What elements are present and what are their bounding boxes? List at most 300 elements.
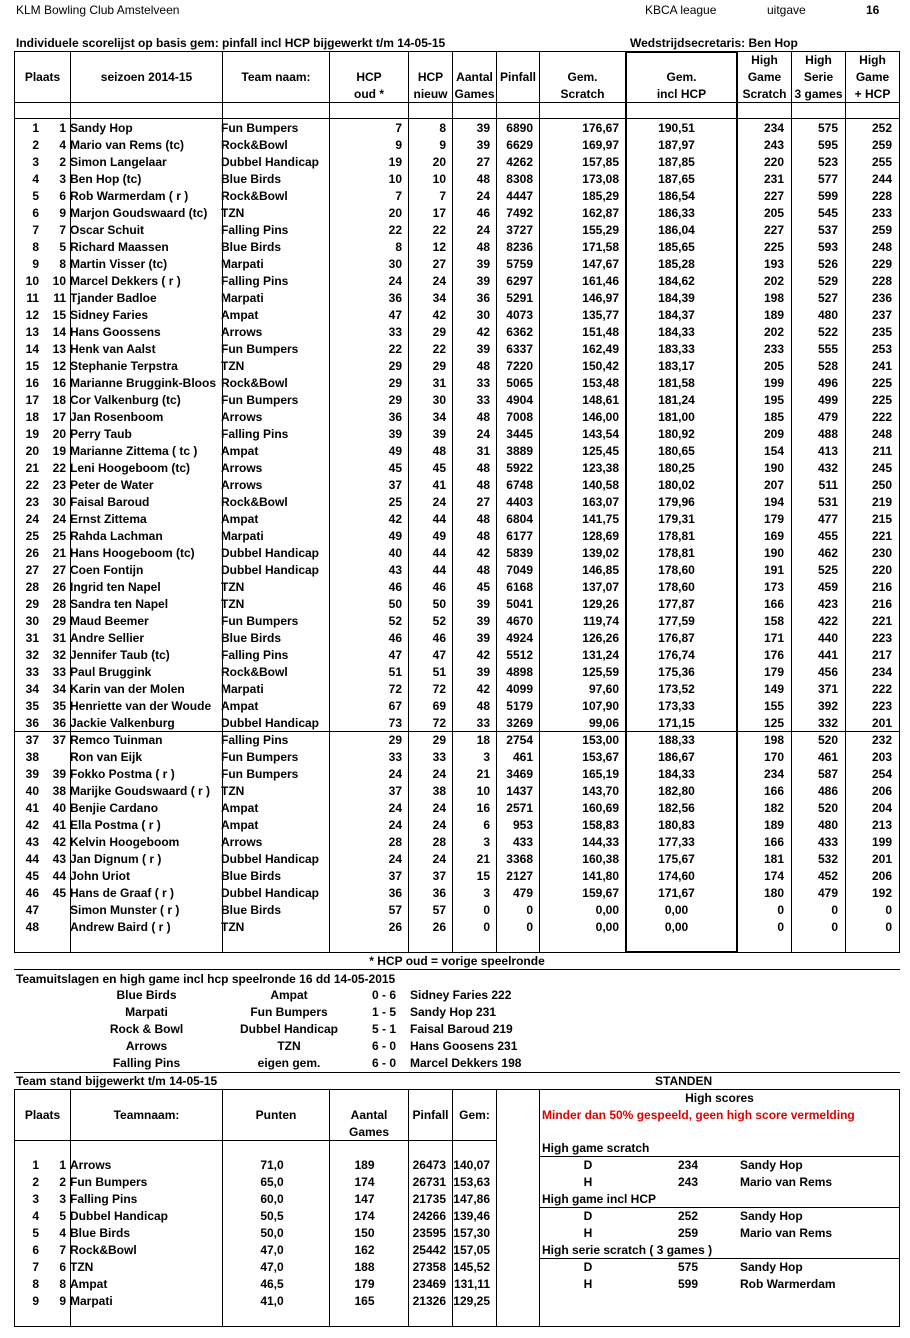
- high-score-code: D: [583, 1209, 593, 1223]
- cell-hcp-oud: 47: [388, 308, 402, 322]
- cell-games: 39: [476, 631, 490, 645]
- standings-cell-plaats: 8: [32, 1277, 39, 1291]
- standings-cell-plaats: 9: [32, 1294, 39, 1308]
- cell-team: TZN: [221, 580, 245, 594]
- standings-cell-pinfall: 26731: [412, 1175, 446, 1189]
- cell-team: Dubbel Handicap: [221, 563, 320, 577]
- high-score-code: H: [583, 1175, 593, 1189]
- cell-speler: Ella Postma ( r ): [70, 818, 161, 832]
- cell-speler: Benjie Cardano: [70, 801, 159, 815]
- cell-gem-hcp: 176,87: [658, 631, 695, 645]
- high-score-code: D: [583, 1158, 593, 1172]
- cell-games: 39: [476, 257, 490, 271]
- cell-gem-hcp: 171,67: [658, 886, 695, 900]
- cell-high-serie: 499: [817, 393, 838, 407]
- cell-pinfall: 5041: [506, 597, 533, 611]
- standings-cell-team: Rock&Bowl: [70, 1243, 137, 1257]
- table-row: [15, 715, 894, 732]
- cell-pinfall: 7049: [506, 563, 533, 577]
- table-row: [15, 817, 894, 834]
- cell-team: Ampat: [221, 308, 259, 322]
- cell-pinfall: 433: [512, 835, 533, 849]
- cell-plaats-vorig: 22: [52, 461, 66, 475]
- cell-team: Rock&Bowl: [221, 138, 288, 152]
- cell-pinfall: 5839: [506, 546, 533, 560]
- cell-speler: Coen Fontijn: [70, 563, 144, 577]
- cell-games: 48: [476, 172, 490, 186]
- cell-high-game-scratch: 207: [763, 478, 784, 492]
- match-score: 1 - 5: [371, 1005, 396, 1019]
- cell-games: 21: [476, 852, 490, 866]
- cell-pinfall: 0: [526, 920, 533, 934]
- cell-team: Rock&Bowl: [221, 189, 288, 203]
- standings-row: [15, 1242, 492, 1259]
- cell-hcp-oud: 29: [388, 376, 402, 390]
- match-away-team: eigen gem.: [257, 1056, 321, 1070]
- cell-high-serie: 332: [817, 716, 838, 730]
- table-row: [15, 171, 894, 188]
- col-hcp-nieuw-2: nieuw: [413, 87, 448, 101]
- cell-plaats-vorig: 33: [52, 665, 66, 679]
- match-score: 0 - 6: [371, 988, 396, 1002]
- cell-speler: Jan Rosenboom: [70, 410, 164, 424]
- cell-gem-hcp: 184,62: [658, 274, 695, 288]
- standings-cell-games: 174: [354, 1209, 375, 1223]
- cell-plaats-vorig: 1: [59, 121, 66, 135]
- cell-team: Falling Pins: [221, 733, 289, 747]
- standings-cell-games: 179: [354, 1277, 375, 1291]
- cell-high-game-scratch: 185: [763, 410, 784, 424]
- table-row: [15, 477, 894, 494]
- cell-games: 21: [476, 767, 490, 781]
- cell-high-game-hcp: 204: [871, 801, 892, 815]
- cell-plaats-vorig: 38: [52, 784, 66, 798]
- cell-gem-scratch: 0,00: [595, 903, 619, 917]
- cell-plaats-vorig: 15: [52, 308, 66, 322]
- cell-gem-scratch: 155,29: [582, 223, 619, 237]
- cell-hcp-oud: 57: [388, 903, 402, 917]
- table-row: [15, 630, 894, 647]
- high-score-code: H: [583, 1277, 593, 1291]
- cell-high-game-scratch: 180: [763, 886, 784, 900]
- match-high-game: Marcel Dekkers 198: [410, 1056, 522, 1070]
- cell-speler: Simon Langelaar: [70, 155, 167, 169]
- cell-high-game-scratch: 166: [763, 597, 784, 611]
- cell-high-serie: 523: [817, 155, 838, 169]
- table-row: [15, 188, 894, 205]
- cell-plaats: 42: [25, 818, 39, 832]
- cell-speler: Cor Valkenburg (tc): [70, 393, 181, 407]
- cell-team: Arrows: [221, 478, 263, 492]
- table-row: [15, 766, 894, 783]
- match-score: 6 - 0: [371, 1056, 396, 1070]
- cell-high-game-hcp: 221: [871, 529, 892, 543]
- table-row: [15, 239, 894, 256]
- col-hgs-1: High: [751, 53, 778, 67]
- cell-plaats-vorig: 29: [52, 614, 66, 628]
- table-row: [15, 120, 894, 137]
- cell-plaats: 22: [25, 478, 39, 492]
- cell-gem-scratch: 123,38: [582, 461, 619, 475]
- cell-team: Arrows: [221, 410, 263, 424]
- cell-plaats-vorig: 40: [52, 801, 66, 815]
- cell-plaats-vorig: 9: [59, 206, 66, 220]
- cell-plaats-vorig: 21: [52, 546, 66, 560]
- col-hs-3: 3 games: [794, 87, 843, 101]
- cell-gem-hcp: 175,67: [658, 852, 695, 866]
- standings-cell-pinfall: 23595: [412, 1226, 446, 1240]
- cell-team: Falling Pins: [221, 427, 289, 441]
- cell-gem-hcp: 182,56: [658, 801, 695, 815]
- cell-plaats-vorig: 17: [52, 410, 66, 424]
- table-row: [15, 545, 894, 562]
- cell-gem-hcp: 173,52: [658, 682, 695, 696]
- cell-plaats-vorig: 14: [52, 325, 66, 339]
- col-hgs-3: Scratch: [742, 87, 787, 101]
- cell-high-game-scratch: 227: [763, 223, 784, 237]
- table-row: [15, 562, 894, 579]
- col-hgh-2: Game: [855, 70, 890, 84]
- cell-games: 33: [476, 376, 490, 390]
- cell-high-serie: 459: [817, 580, 838, 594]
- cell-gem-hcp: 181,58: [658, 376, 695, 390]
- standings-cell-gem: 131,11: [453, 1277, 490, 1291]
- cell-games: 48: [476, 478, 490, 492]
- cell-hcp-oud: 46: [388, 631, 402, 645]
- cell-high-serie: 462: [817, 546, 838, 560]
- cell-games: 10: [476, 784, 490, 798]
- standen-label: STANDEN: [655, 1074, 713, 1088]
- cell-plaats: 14: [25, 342, 39, 356]
- cell-plaats: 7: [32, 223, 39, 237]
- uitgave-label: uitgave: [767, 3, 806, 17]
- cell-games: 31: [476, 444, 490, 458]
- cell-pinfall: 6748: [506, 478, 533, 492]
- cell-hcp-oud: 67: [388, 699, 402, 713]
- cell-pinfall: 479: [512, 886, 533, 900]
- cell-high-game-hcp: 244: [871, 172, 892, 186]
- standings-cell-games: 147: [354, 1192, 375, 1206]
- standings-cell-games: 188: [354, 1260, 375, 1274]
- cell-high-game-hcp: 253: [871, 342, 892, 356]
- cell-gem-scratch: 147,67: [582, 257, 619, 271]
- cell-high-game-hcp: 234: [871, 665, 892, 679]
- cell-gem-scratch: 126,26: [582, 631, 619, 645]
- cell-high-serie: 432: [817, 461, 838, 475]
- cell-high-serie: 479: [817, 886, 838, 900]
- cell-hcp-nieuw: 47: [432, 648, 446, 662]
- cell-hcp-oud: 39: [388, 427, 402, 441]
- cell-speler: Paul Bruggink: [70, 665, 152, 679]
- cell-plaats: 5: [32, 189, 39, 203]
- cell-games: 16: [476, 801, 490, 815]
- cell-hcp-nieuw: 51: [432, 665, 446, 679]
- cell-plaats-vorig: 41: [52, 818, 66, 832]
- cell-speler: Ron van Eijk: [70, 750, 143, 764]
- cell-high-serie: 593: [817, 240, 838, 254]
- cell-high-serie: 441: [817, 648, 838, 662]
- cell-plaats-vorig: 25: [52, 529, 66, 543]
- cell-speler: Sandra ten Napel: [70, 597, 169, 611]
- uitgave-number: 16: [866, 3, 880, 17]
- cell-hcp-oud: 49: [388, 529, 402, 543]
- table-row: [15, 800, 894, 817]
- standings-cell-pinfall: 23469: [412, 1277, 446, 1291]
- cell-games: 18: [476, 733, 490, 747]
- cell-pinfall: 4924: [506, 631, 533, 645]
- cell-high-serie: 511: [818, 478, 838, 492]
- cell-gem-hcp: 178,81: [658, 546, 695, 560]
- cell-pinfall: 5922: [506, 461, 533, 475]
- cell-high-game-hcp: 228: [871, 189, 892, 203]
- cell-plaats: 26: [25, 546, 39, 560]
- cell-speler: Simon Munster ( r ): [70, 903, 180, 917]
- cell-plaats: 27: [25, 563, 39, 577]
- cell-gem-scratch: 150,42: [582, 359, 619, 373]
- cell-hcp-oud: 7: [395, 121, 402, 135]
- cell-gem-hcp: 187,85: [658, 155, 695, 169]
- standings-cell-pinfall: 26473: [412, 1158, 446, 1172]
- col-plaats: Plaats: [24, 70, 61, 84]
- cell-games: 48: [476, 240, 490, 254]
- cell-gem-scratch: 173,08: [582, 172, 619, 186]
- cell-plaats: 41: [25, 801, 39, 815]
- cell-hcp-oud: 20: [388, 206, 402, 220]
- cell-high-game-hcp: 215: [871, 512, 892, 526]
- cell-hcp-oud: 37: [388, 784, 402, 798]
- cell-gem-scratch: 143,54: [582, 427, 619, 441]
- table-row: [15, 460, 894, 477]
- cell-high-game-scratch: 190: [763, 461, 784, 475]
- cell-high-serie: 440: [817, 631, 838, 645]
- cell-hcp-oud: 22: [388, 342, 402, 356]
- cell-plaats: 18: [25, 410, 39, 424]
- standings-cell-gem: 147,86: [453, 1192, 490, 1206]
- cell-high-serie: 526: [817, 257, 838, 271]
- cell-hcp-oud: 47: [388, 648, 402, 662]
- cell-hcp-nieuw: 72: [432, 716, 446, 730]
- cell-plaats: 20: [25, 444, 39, 458]
- cell-gem-hcp: 175,36: [658, 665, 695, 679]
- cell-gem-scratch: 146,85: [582, 563, 619, 577]
- cell-high-game-scratch: 202: [763, 274, 784, 288]
- cell-plaats-vorig: 7: [59, 223, 66, 237]
- cell-hcp-nieuw: 24: [432, 495, 446, 509]
- cell-high-game-scratch: 181: [763, 852, 784, 866]
- cell-high-game-hcp: 229: [871, 257, 892, 271]
- cell-plaats: 11: [26, 291, 39, 305]
- table-row: [15, 409, 894, 426]
- cell-speler: John Uriot: [70, 869, 130, 883]
- cell-hcp-nieuw: 29: [432, 359, 446, 373]
- cell-hcp-nieuw: 37: [432, 869, 446, 883]
- cell-team: Ampat: [221, 818, 259, 832]
- cell-gem-scratch: 128,69: [582, 529, 619, 543]
- col-gem-scratch-1: Gem.: [567, 70, 598, 84]
- cell-high-game-scratch: 205: [763, 359, 784, 373]
- cell-gem-hcp: 183,17: [658, 359, 695, 373]
- cell-gem-hcp: 178,60: [658, 563, 695, 577]
- cell-pinfall: 5291: [506, 291, 533, 305]
- cell-gem-scratch: 131,24: [582, 648, 619, 662]
- table-row: [15, 528, 894, 545]
- cell-hcp-oud: 7: [395, 189, 402, 203]
- cell-speler: Fokko Postma ( r ): [70, 767, 175, 781]
- cell-high-game-scratch: 199: [763, 376, 784, 390]
- col-seizoen: seizoen 2014-15: [100, 70, 193, 84]
- cell-plaats-vorig: 20: [52, 427, 66, 441]
- cell-hcp-nieuw: 27: [432, 257, 446, 271]
- cell-plaats: 38: [25, 750, 39, 764]
- cell-hcp-nieuw: 24: [432, 767, 446, 781]
- cell-pinfall: 2754: [506, 733, 533, 747]
- standings-cell-plaats-vorig: 4: [59, 1226, 66, 1240]
- table-row: [15, 426, 894, 443]
- cell-high-serie: 486: [817, 784, 838, 798]
- cell-plaats-vorig: 44: [52, 869, 66, 883]
- cell-high-game-scratch: 169: [763, 529, 784, 543]
- cell-high-game-hcp: 252: [871, 121, 892, 135]
- cell-hcp-nieuw: 17: [432, 206, 446, 220]
- cell-pinfall: 5065: [506, 376, 533, 390]
- cell-high-serie: 480: [817, 308, 838, 322]
- high-score-value: 252: [677, 1209, 698, 1223]
- cell-team: TZN: [221, 784, 245, 798]
- cell-hcp-oud: 22: [388, 223, 402, 237]
- cell-team: Dubbel Handicap: [221, 852, 320, 866]
- cell-high-serie: 413: [817, 444, 838, 458]
- cell-plaats: 21: [25, 461, 39, 475]
- cell-gem-scratch: 157,85: [582, 155, 619, 169]
- cell-gem-hcp: 0,00: [664, 920, 689, 934]
- standings-col-punten: Punten: [255, 1108, 297, 1122]
- cell-games: 27: [476, 495, 490, 509]
- standings-col-games-2: Games: [348, 1125, 390, 1139]
- cell-team: Arrows: [221, 461, 263, 475]
- cell-speler: Andre Sellier: [70, 631, 145, 645]
- cell-team: Rock&Bowl: [221, 376, 288, 390]
- table-row: [15, 443, 894, 460]
- cell-speler: Stephanie Terpstra: [70, 359, 178, 373]
- cell-gem-scratch: 99,06: [588, 716, 619, 730]
- cell-high-game-hcp: 230: [871, 546, 892, 560]
- cell-high-game-scratch: 179: [763, 512, 784, 526]
- cell-plaats: 32: [25, 648, 39, 662]
- cell-high-serie: 479: [817, 410, 838, 424]
- high-score-value: 575: [677, 1260, 698, 1274]
- cell-plaats: 47: [25, 903, 39, 917]
- high-score-code: D: [583, 1260, 593, 1274]
- col-hcp-oud-2: oud *: [354, 87, 384, 101]
- standings-col-plaats: Plaats: [24, 1108, 61, 1122]
- cell-games: 3: [483, 750, 490, 764]
- cell-games: 30: [476, 308, 490, 322]
- cell-team: Falling Pins: [221, 274, 289, 288]
- cell-high-game-hcp: 237: [871, 308, 892, 322]
- cell-plaats: 3: [32, 155, 39, 169]
- cell-hcp-nieuw: 52: [432, 614, 446, 628]
- cell-games: 15: [476, 869, 490, 883]
- cell-plaats-vorig: 16: [52, 376, 66, 390]
- cell-team: Blue Birds: [221, 631, 282, 645]
- standings-col-gem: Gem:: [459, 1108, 490, 1122]
- cell-plaats: 34: [25, 682, 39, 696]
- cell-team: Fun Bumpers: [221, 750, 299, 764]
- cell-speler: Marcel Dekkers ( r ): [70, 274, 181, 288]
- cell-hcp-oud: 10: [388, 172, 402, 186]
- table-row: [15, 222, 894, 239]
- cell-high-serie: 555: [817, 342, 838, 356]
- cell-team: Dubbel Handicap: [221, 886, 320, 900]
- cell-pinfall: 8308: [506, 172, 533, 186]
- cell-speler: Hans Goossens: [70, 325, 161, 339]
- cell-hcp-oud: 45: [388, 461, 402, 475]
- cell-high-serie: 575: [817, 121, 838, 135]
- cell-speler: Faisal Baroud: [70, 495, 150, 509]
- cell-gem-scratch: 159,67: [582, 886, 619, 900]
- cell-gem-scratch: 160,69: [582, 801, 619, 815]
- cell-plaats-vorig: 6: [59, 189, 66, 203]
- table-row: [15, 579, 894, 596]
- cell-high-serie: 529: [817, 274, 838, 288]
- cell-gem-hcp: 180,92: [658, 427, 695, 441]
- cell-hcp-nieuw: 22: [432, 223, 446, 237]
- cell-gem-scratch: 141,80: [582, 869, 619, 883]
- cell-gem-hcp: 186,67: [658, 750, 695, 764]
- cell-speler: Leni Hoogeboom (tc): [70, 461, 190, 475]
- standings-cell-team: Ampat: [70, 1277, 108, 1291]
- cell-hcp-oud: 25: [388, 495, 402, 509]
- table-row: [15, 868, 894, 885]
- cell-speler: Hans Hoogeboom (tc): [70, 546, 195, 560]
- cell-pinfall: 2571: [506, 801, 533, 815]
- cell-high-game-hcp: 0: [885, 920, 892, 934]
- match-home-team: Arrows: [125, 1039, 168, 1053]
- match-away-team: Ampat: [270, 988, 308, 1002]
- cell-gem-hcp: 180,83: [658, 818, 695, 832]
- cell-high-game-hcp: 217: [871, 648, 892, 662]
- cell-games: 48: [476, 512, 490, 526]
- table-row: [15, 392, 894, 409]
- cell-games: 3: [483, 886, 490, 900]
- cell-plaats-vorig: 2: [59, 155, 66, 169]
- cell-high-game-scratch: 220: [763, 155, 784, 169]
- standings-cell-pinfall: 27358: [412, 1260, 446, 1274]
- cell-speler: Jan Dignum ( r ): [70, 852, 162, 866]
- cell-plaats: 28: [25, 580, 39, 594]
- cell-hcp-oud: 36: [388, 291, 402, 305]
- cell-high-game-scratch: 182: [763, 801, 784, 815]
- cell-pinfall: 6168: [506, 580, 533, 594]
- cell-gem-hcp: 187,97: [658, 138, 695, 152]
- standings-cell-team: Arrows: [70, 1158, 112, 1172]
- table-row: [15, 885, 894, 902]
- cell-plaats: 33: [25, 665, 39, 679]
- cell-plaats: 9: [32, 257, 39, 271]
- standings-row: [15, 1259, 492, 1276]
- cell-plaats: 13: [25, 325, 39, 339]
- cell-team: Fun Bumpers: [221, 614, 299, 628]
- cell-speler: Karin van der Molen: [70, 682, 185, 696]
- cell-gem-hcp: 186,33: [658, 206, 695, 220]
- cell-gem-hcp: 188,33: [658, 733, 695, 747]
- cell-games: 27: [476, 155, 490, 169]
- cell-high-game-scratch: 155: [763, 699, 784, 713]
- cell-plaats-vorig: 31: [52, 631, 66, 645]
- high-score-player: Rob Warmerdam: [740, 1277, 836, 1291]
- standings-cell-games: 174: [354, 1175, 375, 1189]
- cell-gem-hcp: 178,81: [658, 529, 695, 543]
